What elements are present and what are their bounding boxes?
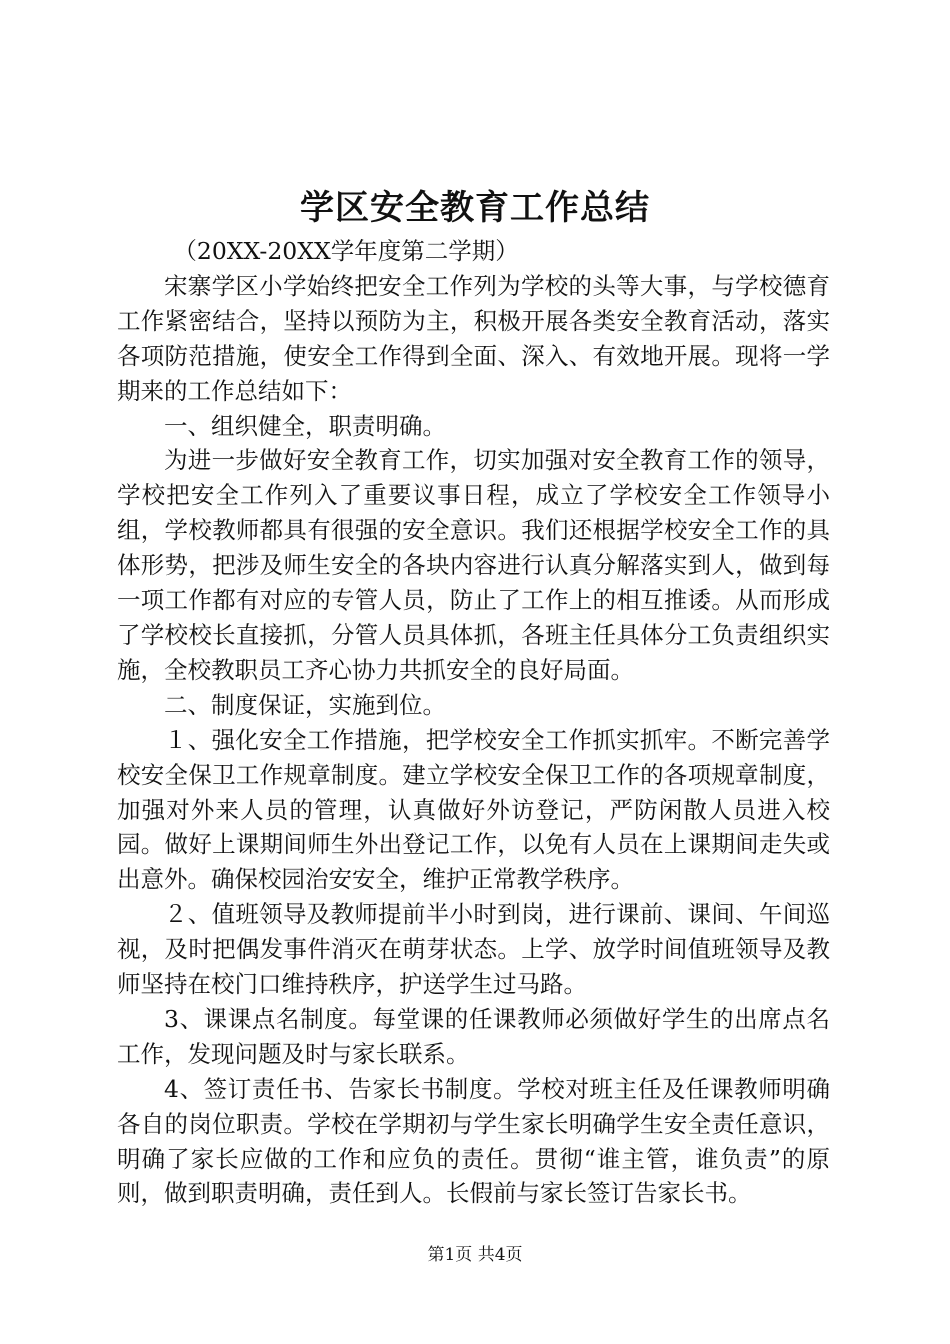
document-body bbox=[117, 234, 830, 1211]
intro-paragraph: 宋寨学区小学始终把安全工作列为学校的头等大事，与学校德育工作紧密结合，坚持以预防为主，积极开展各类安全教育活动，落实各项防范措施，使安全工作得到全面、深入、有效地开展。现将一学期来的工作总结如下： bbox=[117, 271, 830, 405]
document-subtitle: （20XX-20XX学年度第二学期） bbox=[173, 237, 519, 265]
section-heading-organization: 一、组织健全，职责明确。 bbox=[164, 411, 446, 440]
measures-paragraph: １、强化安全工作措施，把学校安全工作抓实抓牢。不断完善学校安全保卫工作规章制度。建立学校安全保卫工作的各项规章制度，加强对外来人员的管理，认真做好外访登记，严防闲散人员进入校园。做好上课期间师生外出登记工作，以免有人员在上课期间走失或出意外。确保校园治安安全，维护正常教学秩序。 bbox=[117, 725, 830, 894]
responsibility-paragraph: 4、签订责任书、告家长书制度。学校对班主任及任课教师明确各自的岗位职责。学校在学期初与学生家长明确学生安全责任意识，明确了家长应做的工作和应负的责任。贯彻“谁主管，谁负责”的原则，做到职责明确，责任到人。长假前与家长签订告家长书。 bbox=[117, 1074, 830, 1208]
page-number-footer: 第1页 共4页 bbox=[427, 1245, 523, 1265]
document-title: 学区安全教育工作总结 bbox=[300, 188, 650, 228]
roll-call-paragraph: 3、课课点名制度。每堂课的任课教师必须做好学生的出席点名工作，发现问题及时与家长联系。 bbox=[117, 1004, 830, 1068]
duty-paragraph: ２、值班领导及教师提前半小时到岗，进行课前、课间、午间巡视，及时把偶发事件消灭在萌芽状态。上学、放学时间值班领导及教师坚持在校门口维持秩序，护送学生过马路。 bbox=[117, 900, 830, 999]
section-heading-system: 二、制度保证，实施到位。 bbox=[164, 690, 446, 719]
organization-paragraph: 为进一步做好安全教育工作，切实加强对安全教育工作的领导，学校把安全工作列入了重要议事日程，成立了学校安全工作领导小组，学校教师都具有很强的安全意识。我们还根据学校安全工作的具体形势，把涉及师生安全的各块内容进行认真分解落实到人，做到每一项工作都有对应的专管人员，防止了工作上的相互推诿。从而形成了学校校长直接抓，分管人员具体抓，各班主任具体分工负责组织实施，全校教职员工齐心协力共抓安全的良好局面。 bbox=[117, 446, 830, 684]
